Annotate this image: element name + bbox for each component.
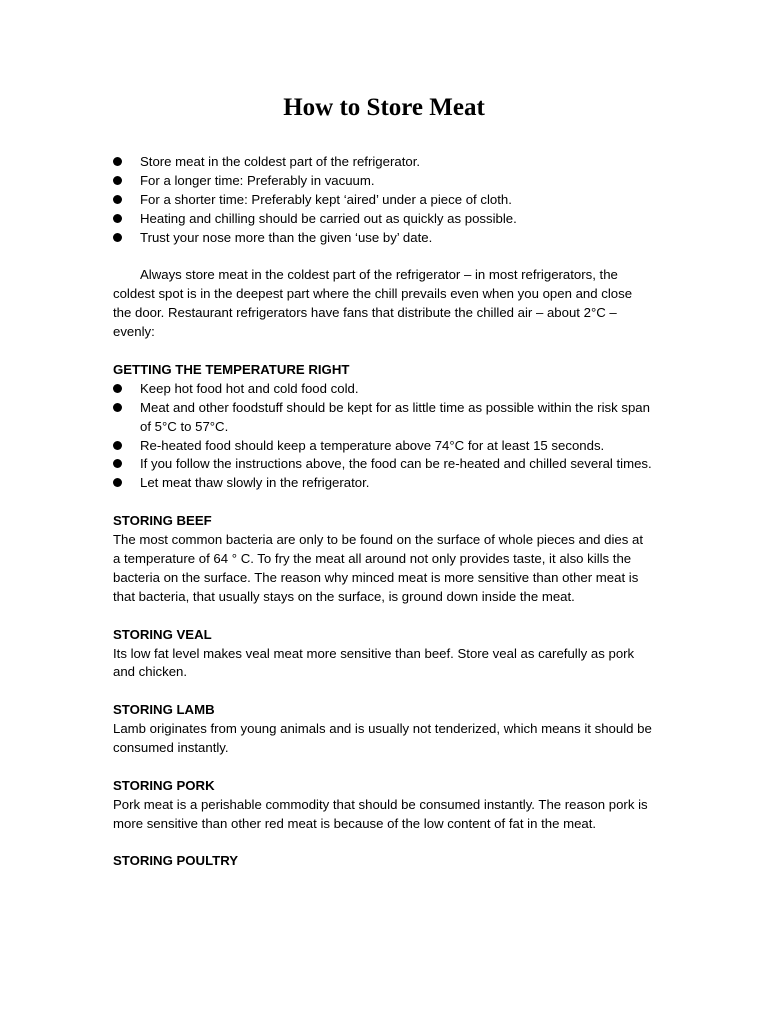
bullet-icon — [113, 214, 122, 223]
summary-bullet-list — [113, 153, 653, 248]
list-item-text: For a longer time: Preferably in vacuum. — [140, 172, 375, 188]
bullet-icon — [113, 459, 122, 468]
pork-paragraph: Pork meat is a perishable commodity that should be consumed instantly. The reason pork is more sensitive than other red meat is because of the low content of fat in the meat. — [113, 796, 648, 831]
list-item — [113, 437, 653, 456]
list-item — [113, 172, 653, 191]
temperature-heading: GETTING THE TEMPERATURE RIGHT — [113, 361, 350, 377]
list-item — [113, 191, 653, 210]
list-item — [113, 229, 653, 248]
list-item — [113, 399, 653, 437]
list-item-text: Trust your nose more than the given ‘use by’ date. — [140, 229, 433, 245]
beef-paragraph: The most common bacteria are only to be found on the surface of whole pieces and dies at a temperature of 64 ° C. To fry the meat all around not only provides taste, it also kills the bacteria on the surface. The reason why minced meat is more sensitive than other meat is that bacteria, that usually stays on the surface, is ground down inside the meat. — [113, 532, 644, 604]
list-item-text: If you follow the instructions above, the food can be re-heated and chilled several times. — [140, 456, 652, 472]
list-item — [113, 153, 653, 172]
bullet-icon — [113, 176, 122, 185]
veal-paragraph: Its low fat level makes veal meat more sensitive than beef. Store veal as carefully as pork and chicken. — [113, 645, 635, 680]
veal-heading: STORING VEAL — [113, 626, 212, 642]
list-item — [113, 210, 653, 229]
bullet-icon — [113, 403, 122, 412]
list-item-text: Keep hot food hot and cold food cold. — [140, 380, 359, 396]
intro-paragraph: Always store meat in the coldest part of the refrigerator – in most refrigerators, the coldest spot is in the deepest part where the chill prevails even when you open and close the door. Restaurant refrigerators have fans that distribute the chilled air – about 2°C – evenly: — [113, 267, 633, 340]
list-item-text: Re-heated food should keep a temperature above 74°C for at least 15 seconds. — [140, 437, 605, 453]
lamb-paragraph: Lamb originates from young animals and is usually not tenderized, which means it should be consumed instantly. — [113, 721, 652, 756]
list-item-text: Let meat thaw slowly in the refrigerator. — [140, 475, 370, 491]
bullet-icon — [113, 233, 122, 242]
list-item-text: For a shorter time: Preferably kept ‘aired’ under a piece of cloth. — [140, 191, 512, 207]
bullet-icon — [113, 195, 122, 204]
beef-heading: STORING BEEF — [113, 513, 212, 529]
document-body — [113, 153, 653, 871]
bullet-icon — [113, 157, 122, 166]
temperature-bullet-list — [113, 380, 653, 493]
pork-heading: STORING PORK — [113, 777, 215, 793]
bullet-icon — [113, 441, 122, 450]
bullet-icon — [113, 384, 122, 393]
list-item — [113, 455, 653, 474]
list-item-text: Meat and other foodstuff should be kept for as little time as possible within the risk span of 5°C to 57°C. — [140, 399, 650, 434]
lamb-heading: STORING LAMB — [113, 702, 215, 718]
list-item — [113, 474, 653, 493]
bullet-icon — [113, 478, 122, 487]
list-item-text: Heating and chilling should be carried out as quickly as possible. — [140, 210, 517, 226]
list-item-text: Store meat in the coldest part of the refrigerator. — [140, 154, 421, 169]
document-title: How to Store Meat — [283, 94, 485, 121]
list-item — [113, 380, 653, 399]
poultry-heading: STORING POULTRY — [113, 853, 239, 869]
